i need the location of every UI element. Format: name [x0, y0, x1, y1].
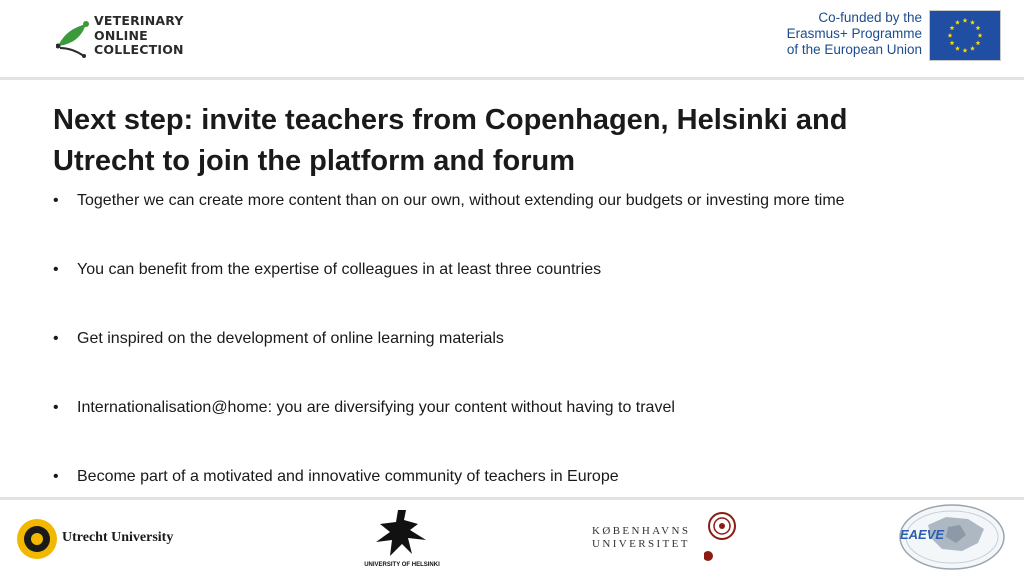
header-divider [0, 77, 1024, 80]
bullet-marker: • [53, 468, 59, 485]
flame-figure-icon [360, 506, 444, 560]
eu-star [950, 25, 955, 30]
bullet-item [53, 188, 1013, 257]
copenhagen-university-logo [590, 512, 740, 562]
bullet-item [53, 395, 1013, 464]
eaeve-logo [898, 503, 1006, 571]
bullet-text: Together we can create more content than on our own, without extending our budgets or investing more time [77, 192, 845, 209]
vol-logo-line-1: VETERINARY [94, 13, 184, 28]
funding-line-1: Co-funded by the [818, 10, 922, 25]
kbh-line-2: UNIVERSITET [592, 538, 690, 550]
bullet-text: Get inspired on the development of online learning materials [77, 330, 504, 347]
copenhagen-university-name [592, 525, 690, 551]
eu-star [955, 46, 960, 51]
eu-star [950, 40, 955, 45]
eu-star [976, 25, 981, 30]
vol-logo-text [94, 14, 184, 58]
eaeve-name: EAEVE [900, 527, 945, 542]
header [0, 0, 1024, 78]
veterinary-online-collection-logo [56, 12, 206, 64]
vol-logo-line-2: ONLINE [94, 27, 148, 43]
bullet-marker: • [53, 192, 59, 209]
university-of-helsinki-logo [360, 506, 444, 572]
university-seal-icon [704, 512, 740, 562]
utrecht-university-name: Utrecht University [62, 530, 174, 545]
eu-star [948, 33, 953, 38]
slide-title: Next step: invite teachers from Copenhagen, Helsinki and Utrecht to join the platform and forum [53, 104, 848, 177]
bullet-item [53, 257, 1013, 326]
vol-logo-line-3: COLLECTION [94, 42, 184, 57]
bullet-marker: • [53, 330, 59, 347]
bullet-text: You can benefit from the expertise of colleagues in at least three countries [77, 261, 602, 278]
eu-star [978, 33, 983, 38]
erasmus-funding-text [770, 10, 922, 58]
sun-seal-icon [16, 518, 58, 560]
bullet-item [53, 326, 1013, 395]
bullet-list [53, 188, 1013, 533]
bullet-marker: • [53, 261, 59, 278]
leaf-network-icon [56, 18, 92, 58]
funding-line-2: Erasmus+ Programme [786, 26, 922, 41]
bullet-text: Become part of a motivated and innovative community of teachers in Europe [77, 468, 619, 485]
utrecht-university-logo [16, 518, 186, 560]
eu-star [970, 46, 975, 51]
bullet-text: Internationalisation@home: you are diversifying your content without having to travel [77, 399, 675, 416]
kbh-line-1: KØBENHAVNS [592, 525, 691, 537]
eu-star [963, 18, 968, 23]
footer-divider [0, 497, 1024, 500]
eu-star [963, 48, 968, 53]
funding-line-3: of the European Union [786, 42, 922, 57]
eu-star [976, 40, 981, 45]
eu-flag-icon [929, 10, 1001, 61]
eu-stars-ring [930, 11, 1000, 60]
bullet-marker: • [53, 399, 59, 416]
university-of-helsinki-name: UNIVERSITY OF HELSINKI [364, 562, 440, 568]
eu-star [955, 20, 960, 25]
eu-star [970, 20, 975, 25]
